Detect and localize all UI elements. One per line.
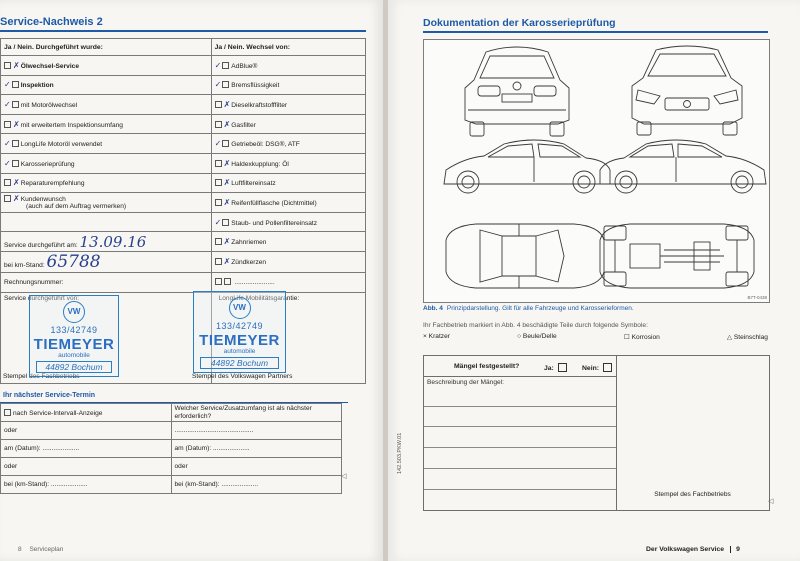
scratch-symbol: × Kratzer [423, 333, 450, 340]
checkbox[interactable] [222, 62, 229, 69]
checkbox[interactable] [12, 81, 19, 88]
car-right-side-view [600, 140, 766, 193]
checkbox[interactable] [4, 195, 11, 202]
table-row[interactable]: bei (km-Stand): .................... [1, 476, 172, 494]
page-number-right: 9 [730, 546, 740, 553]
table-row[interactable]: ✓ Karosserieprüfung [1, 153, 212, 173]
checkbox[interactable] [215, 179, 222, 186]
table-row[interactable]: ✗Zündkerzen [211, 251, 365, 272]
checkbox[interactable] [222, 81, 229, 88]
writing-line[interactable] [424, 406, 616, 407]
checkbox[interactable] [222, 219, 229, 226]
triangle-left-icon: ◁ [341, 473, 347, 480]
table-row: oder [171, 458, 342, 476]
page-number-left: 8 [18, 546, 22, 553]
table-row[interactable]: ✓ Inspektion [1, 75, 212, 95]
figure-caption: Abb. 4 Prinzipdarstellung. Gilt für alle Fahrzeuge und Karosserieformen. [423, 305, 634, 312]
figure-code: B7T-0438 [747, 295, 767, 300]
table-row[interactable]: am (Datum): .................... [171, 440, 342, 458]
table-row[interactable]: ✗Reparaturempfehlung [1, 173, 212, 193]
writing-line[interactable] [424, 468, 616, 469]
checkbox[interactable] [224, 278, 231, 285]
table-row[interactable]: ✓ LongLife Motoröl verwendet [1, 134, 212, 154]
title-rule [0, 30, 366, 32]
km-handwritten: 65788 [46, 251, 101, 272]
writing-line[interactable] [424, 489, 616, 490]
checkbox[interactable] [215, 278, 222, 285]
table-row[interactable]: nach Service-Intervall-Anzeige [1, 404, 172, 422]
triangle-left-icon: ◁ [768, 498, 774, 505]
divider [616, 356, 617, 510]
car-top-view [446, 224, 604, 288]
table-row[interactable]: Service durchgeführt am: 13.09.16 [1, 232, 212, 252]
vw-logo-icon: VW [229, 297, 251, 319]
table-row[interactable]: Welcher Service/Zusatzumfang ist als nächster erforderlich? [171, 404, 342, 422]
service-date-handwritten: 13.09.16 [79, 232, 147, 251]
table-row[interactable]: Rechnungsnummer: [1, 272, 212, 292]
table-row [1, 212, 212, 232]
checkbox[interactable] [215, 121, 222, 128]
car-underbody-view [600, 224, 754, 288]
damage-box [423, 355, 770, 511]
document-code: 142.503.PKW.01 [397, 432, 403, 474]
footer-title: Der Volkswagen Service [646, 546, 725, 553]
table-row[interactable]: ✓ Getriebeöl: DSG®, ATF [211, 134, 365, 154]
checkbox[interactable] [4, 409, 11, 416]
vw-logo-icon: VW [63, 301, 85, 323]
table-row[interactable]: ✗Gasfilter [211, 114, 365, 134]
table-row: oder [1, 422, 172, 440]
checkbox[interactable] [215, 238, 222, 245]
footer-right [646, 546, 740, 553]
table-row[interactable]: ✓ Bremsflüssigkeit [211, 75, 365, 95]
table-row[interactable]: bei (km-Stand): .................... [171, 476, 342, 494]
col2-header: Ja / Nein. Wechsel von: [211, 39, 365, 56]
car-front-view [632, 46, 742, 135]
page-title-right: Dokumentation der Karosserieprüfung [423, 17, 616, 29]
table-row[interactable]: ✗mit erweitertem Inspektionsumfang [1, 114, 212, 134]
left-page [0, 0, 383, 561]
table-row[interactable]: ✓ Staub- und Pollenfiltereinsatz [211, 212, 365, 232]
checkbox[interactable] [4, 62, 11, 69]
car-left-side-view [444, 140, 610, 193]
table-row[interactable]: ...................... [211, 272, 365, 292]
stamp-cell-left: Service durchgeführt von: [1, 292, 212, 383]
no-checkbox[interactable] [603, 363, 612, 372]
table-row: oder [1, 458, 172, 476]
table-row[interactable]: am (Datum): .................... [1, 440, 172, 458]
checkbox[interactable] [4, 121, 11, 128]
damage-description-label: Beschreibung der Mängel: [427, 379, 504, 386]
right-page [388, 0, 800, 561]
checkbox[interactable] [12, 101, 19, 108]
table-row[interactable]: bei km-Stand: 65788 [1, 251, 212, 272]
stamp-label-left: Stempel des Fachbetriebs [3, 373, 80, 380]
writing-line[interactable] [424, 426, 616, 427]
stone-chip-symbol: △ Steinschlag [726, 334, 768, 341]
title-rule [423, 31, 768, 33]
table-row[interactable]: ✗Kundenwunsch (auch auf dem Auftrag vermerken) [1, 193, 212, 213]
table-row[interactable]: ✓ mit Motorölwechsel [1, 95, 212, 115]
car-rear-view [465, 47, 569, 136]
stamp-cell-right: LongLife Mobilitätsgarantie: [211, 292, 365, 383]
checkbox[interactable] [215, 258, 222, 265]
checkbox[interactable] [215, 160, 222, 167]
section-name: Serviceplan [29, 546, 64, 553]
next-service-table [0, 403, 342, 494]
table-row[interactable]: ✗Haldexkupplung: Öl [211, 153, 365, 173]
table-row[interactable]: ✓ AdBlue® [211, 56, 365, 76]
table-row[interactable]: ✗Zahnriemen [211, 232, 365, 252]
table-row[interactable]: ✗Luftfiltereinsatz [211, 173, 365, 193]
checkbox[interactable] [215, 199, 222, 206]
car-outlines-svg [424, 40, 769, 302]
stamp-label: Stempel des Fachbetriebs [654, 491, 731, 498]
dealer-stamp-left: VW 133/42749 TIEMEYER automobile 44892 Bochum [29, 295, 119, 377]
yes-checkbox[interactable] [558, 363, 567, 372]
table-row[interactable]: ✗Reifenfüllflasche (Dichtmittel) [211, 193, 365, 213]
dealer-stamp-right: VW 133/42749 TIEMEYER automobile 44892 Bochum [193, 291, 286, 373]
damage-header: Mängel festgestellt? Ja: Nein: [424, 356, 616, 377]
writing-line[interactable] [424, 447, 616, 448]
symbol-description: Ihr Fachbetrieb markiert in Abb. 4 beschädigte Teile durch folgende Symbole: [423, 322, 648, 329]
next-service-title: Ihr nächster Service-Termin [0, 392, 348, 403]
checkbox[interactable] [4, 179, 11, 186]
col1-header: Ja / Nein. Durchgeführt wurde: [1, 39, 212, 56]
checkbox[interactable] [222, 140, 229, 147]
footer-left [18, 546, 69, 553]
page-title-left: Service-Nachweis 2 [0, 16, 103, 28]
checkbox[interactable] [12, 160, 19, 167]
stamp-label-right: Stempel des Volkswagen Partners [192, 373, 293, 380]
table-row[interactable]: ✗Ölwechsel-Service [1, 56, 212, 76]
table-row[interactable]: ✗Dieselkraftstofffilter [211, 95, 365, 115]
symbol-legend [423, 333, 768, 341]
corrosion-symbol: ☐ Korrosion [623, 334, 660, 341]
checkbox[interactable] [12, 140, 19, 147]
dent-symbol: ○ Beule/Delle [517, 333, 557, 340]
checkbox[interactable] [215, 101, 222, 108]
car-diagram [423, 39, 770, 303]
table-row[interactable]: ........................................... [171, 422, 342, 440]
